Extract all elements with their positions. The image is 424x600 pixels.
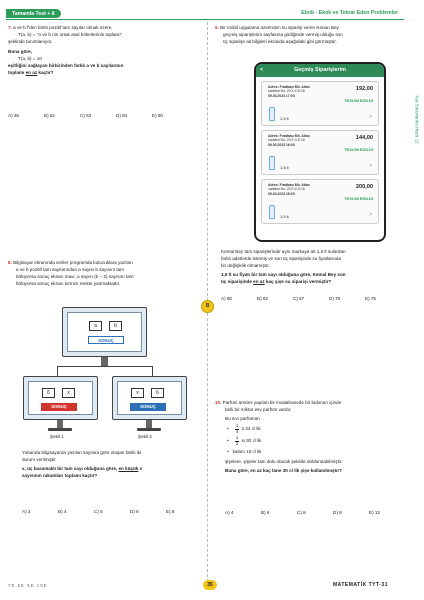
figure-caption: Şekil 1 — [50, 434, 64, 439]
question-number: 10. — [215, 400, 222, 405]
q9-options — [221, 296, 401, 301]
q7-line: toplamı — [8, 70, 26, 75]
input-a: x — [131, 388, 144, 398]
input-b: b — [109, 321, 122, 331]
option-e[interactable]: E) 8 — [166, 509, 175, 514]
water-bottle-icon — [269, 205, 275, 219]
order-volume: 1,5 lt — [280, 214, 289, 219]
side-label-text: Kar Sınavlarına Hazır 12 — [414, 95, 420, 144]
option-e[interactable]: E) 12 — [369, 510, 380, 515]
option-c[interactable]: C) 67 — [293, 296, 305, 301]
question-number: 8. — [8, 260, 12, 265]
order-info — [268, 183, 310, 196]
order-volume: 1,5 lt — [280, 116, 289, 121]
question-10 — [215, 399, 405, 474]
fraction-denominator: 2 — [235, 440, 239, 446]
option-a[interactable]: A) 60 — [221, 296, 232, 301]
order-address: Adres: Fıratbaşı Mh. Atlas — [268, 134, 310, 138]
water-bottle-icon — [269, 107, 275, 121]
q9-line: bir değişiklik olmamıştır. — [221, 263, 270, 268]
q7-emph: en az — [25, 70, 38, 75]
connector-line — [152, 366, 153, 376]
q8-line: x — [138, 466, 143, 471]
q8-line: a ve b pozitif tam sayılarından a sayısı b sayısını tam — [16, 267, 125, 272]
order-info — [268, 134, 310, 147]
q9-line: üç siparişe ait bilgileri ekranda aşağıdaki gibi görmüştür. — [223, 39, 337, 44]
option-d[interactable]: D) 6 — [130, 509, 139, 514]
publisher-logo: B — [201, 300, 214, 313]
option-e[interactable]: E) 75 — [365, 296, 376, 301]
option-a[interactable]: A) 36 — [8, 113, 19, 118]
footer-subject: MATEMATİK TYT-31 — [332, 582, 388, 588]
order-price: 144,00 — [355, 135, 373, 141]
water-bottle-icon — [269, 156, 275, 170]
order-date: 09.03.2023 16:00 — [268, 142, 295, 147]
test-tab: Tamamla Test + 6 — [6, 9, 61, 18]
q7-line: T(a, b) = "a ve b nin ortak asal bölenlerinin toplamı" — [18, 32, 123, 37]
option-d[interactable]: D) 9 — [333, 510, 342, 515]
option-c[interactable]: C) 63 — [80, 113, 92, 118]
header-divider — [6, 19, 404, 20]
q8-emph: en küçük — [118, 466, 139, 471]
order-address: Adres: Fıratbaşı Mh. Atlas — [268, 183, 310, 187]
bullet-text: kalanı 15 cl lik — [232, 449, 262, 454]
option-a[interactable]: A) 4 — [225, 510, 234, 515]
q9-line: farklı adetlerde istemiş ve son üç siparişinde su fiyatlarında — [221, 256, 342, 261]
q7-line: eşitliğini sağlayan birbirinden farklı a ve b sayılarının — [8, 63, 124, 68]
option-d[interactable]: D) 70 — [329, 296, 341, 301]
q8-continued — [22, 449, 202, 479]
monitor-stand — [101, 357, 108, 366]
input-a: a — [89, 321, 102, 331]
bullet-item — [215, 436, 405, 446]
order-card[interactable] — [261, 179, 379, 224]
fraction — [235, 436, 239, 446]
order-status: TESLİM EDİLDİ — [344, 147, 373, 152]
q8-line: Yukarıda bilgisayarda yazılan sayılara göre oluşan farklı iki — [22, 450, 142, 455]
q10-options — [225, 510, 405, 515]
app-title: Geçmiş Siparişlerim — [294, 67, 346, 73]
fraction-numerator: • 1 — [235, 423, 239, 428]
order-date: 09.03.2023 18:00 — [268, 191, 295, 196]
q9-emph: en az — [253, 279, 265, 284]
option-e[interactable]: E) 90 — [152, 113, 163, 118]
q7-line: şeklinde tanımlanıyor. — [8, 39, 53, 44]
input-b: 6 — [151, 388, 164, 398]
result-label: SONUÇ — [130, 403, 166, 411]
bullet-item — [215, 448, 405, 455]
connector-line — [57, 366, 58, 376]
phone-mockup — [254, 62, 386, 242]
monitor-top — [62, 307, 147, 357]
q9-line: üç siparişinde — [221, 279, 254, 284]
monitor-base — [48, 428, 72, 431]
chevron-right-icon[interactable]: > — [369, 212, 372, 218]
monitor-screen — [67, 312, 142, 352]
q9-line: Bir mobil uygulama üzerinden su siparişi veren Kenan Bey — [220, 25, 339, 30]
option-b[interactable]: B) 52 — [44, 113, 55, 118]
monitor-stand — [146, 420, 152, 428]
order-address: caddesi No: 20 K:4 D:16 — [268, 89, 305, 94]
option-c[interactable]: C) 8 — [297, 510, 306, 515]
q7-line: T(a, b) = 10 — [18, 56, 42, 61]
q8-line: x, üç basamaklı bir tam sayı olduğuna göre, — [22, 466, 119, 471]
chevron-right-icon[interactable]: > — [369, 114, 372, 120]
order-price: 200,00 — [355, 184, 373, 190]
monitor-screen — [28, 381, 93, 415]
option-b[interactable]: B) 6 — [261, 510, 270, 515]
order-date: 09.03.2023 17:00 — [268, 93, 295, 98]
question-number: 7. — [8, 25, 12, 30]
option-a[interactable]: A) 3 — [22, 509, 31, 514]
result-label: SONUÇ — [88, 336, 124, 344]
bullet-text: ü 24 cl lik — [241, 426, 261, 432]
q10-line: Parfüm üretimi yapılan bir imalathanede bir bidonun içinde — [222, 400, 342, 405]
q9-line: Kemal Bey tüm siparişlerinde aynı markaya ait 1,5 lt sulardan — [221, 249, 346, 254]
order-price: 192,00 — [355, 86, 373, 92]
option-c[interactable]: C) 5 — [94, 509, 103, 514]
order-address: caddesi No: 20 K:4 D:16 — [268, 138, 305, 143]
q7-line: kaçtır? — [37, 70, 54, 75]
order-address: Adres: Fıratbaşı Mh. Atlas — [268, 85, 310, 89]
input-b: x — [62, 388, 75, 398]
order-card[interactable] — [261, 130, 379, 175]
back-icon[interactable]: < — [260, 67, 264, 73]
question-7 — [8, 24, 203, 76]
fraction-denominator: 4 — [235, 428, 239, 434]
fraction — [235, 424, 239, 434]
app-header — [256, 64, 384, 77]
bullet-text: si 30 cl lik — [241, 438, 262, 444]
order-volume: 1,5 lt — [280, 165, 289, 170]
figure-caption: Şekil 2 — [138, 434, 152, 439]
order-info — [268, 85, 310, 98]
bullet-item — [215, 424, 405, 434]
page-header-title: Ebob - Ekok ve Tekrar Eden Problemler — [301, 10, 398, 16]
monitor-base — [137, 428, 161, 431]
result-label: SONUÇ — [41, 403, 77, 411]
option-b[interactable]: B) 4 — [58, 509, 67, 514]
q10-line: şişelere, şişeler tam dolu olacak şekilde doldurulabilmiştir. — [225, 459, 343, 464]
q10-line: belli bir miktar esv parfüm vardır. — [225, 407, 292, 412]
input-a: 6 — [42, 388, 55, 398]
q7-line: Buna göre, — [8, 49, 32, 54]
monitor-screen — [117, 381, 182, 415]
question-number: 9. — [215, 25, 219, 30]
q8-line: durum verilmiştir. — [22, 457, 57, 462]
q8-options — [22, 509, 202, 514]
q8-line: bölüyorsa sonuç ekranı mavi, a sayısı (b − 2) sayısını tam — [16, 274, 134, 279]
option-b[interactable]: B) 62 — [257, 296, 268, 301]
q10-line: Bu sıvı parfümün — [225, 416, 260, 421]
connector-line — [57, 366, 153, 367]
monitor-right — [112, 376, 187, 420]
q8-line: Bilgisayar ekranında veriler programda kutucuklara yazılan — [13, 260, 133, 265]
page-number: 35 — [203, 580, 217, 590]
q8-line: bölüyorsa sonuç ekranı kırmızı renkte yanmaktadır. — [16, 281, 121, 286]
order-address: caddesi No: 20 K:4 D:16 — [268, 187, 305, 192]
q10-line: Buna göre, en az kaç tane 30 cl lik şişe kullanılmıştır? — [225, 468, 342, 473]
question-9 — [215, 24, 405, 45]
order-status: TESLİM EDİLDİ — [344, 98, 373, 103]
monitor-stand — [57, 420, 63, 428]
q7-line: a ve b f'den farklı pozitif tam sayılar olmak üzere, — [13, 25, 113, 30]
option-d[interactable]: D) 84 — [116, 113, 128, 118]
question-8 — [8, 259, 203, 287]
order-card[interactable] — [261, 81, 379, 126]
side-label — [412, 90, 420, 180]
q9-line: kaç şişe su siparişi vermiştir? — [264, 279, 332, 284]
monitor-left — [23, 376, 98, 420]
q7-options — [8, 113, 188, 118]
fraction-numerator: • 1 — [235, 435, 239, 440]
q9-line: geçmiş siparişlerim sayfasına girdiğinde vermiş olduğu son — [223, 32, 343, 37]
q8-line: sayısının rakamları toplamı kaçtır? — [22, 473, 98, 478]
q9-continued — [221, 248, 411, 285]
q9-line: 1,5 lt su fiyatı bir tam sayı olduğuna göre, Kemal Bey son — [221, 272, 346, 277]
order-status: TESLİM EDİLDİ — [344, 196, 373, 201]
footer-codes: 7E 6E 5E 10E — [8, 583, 48, 588]
chevron-right-icon[interactable]: > — [369, 163, 372, 169]
